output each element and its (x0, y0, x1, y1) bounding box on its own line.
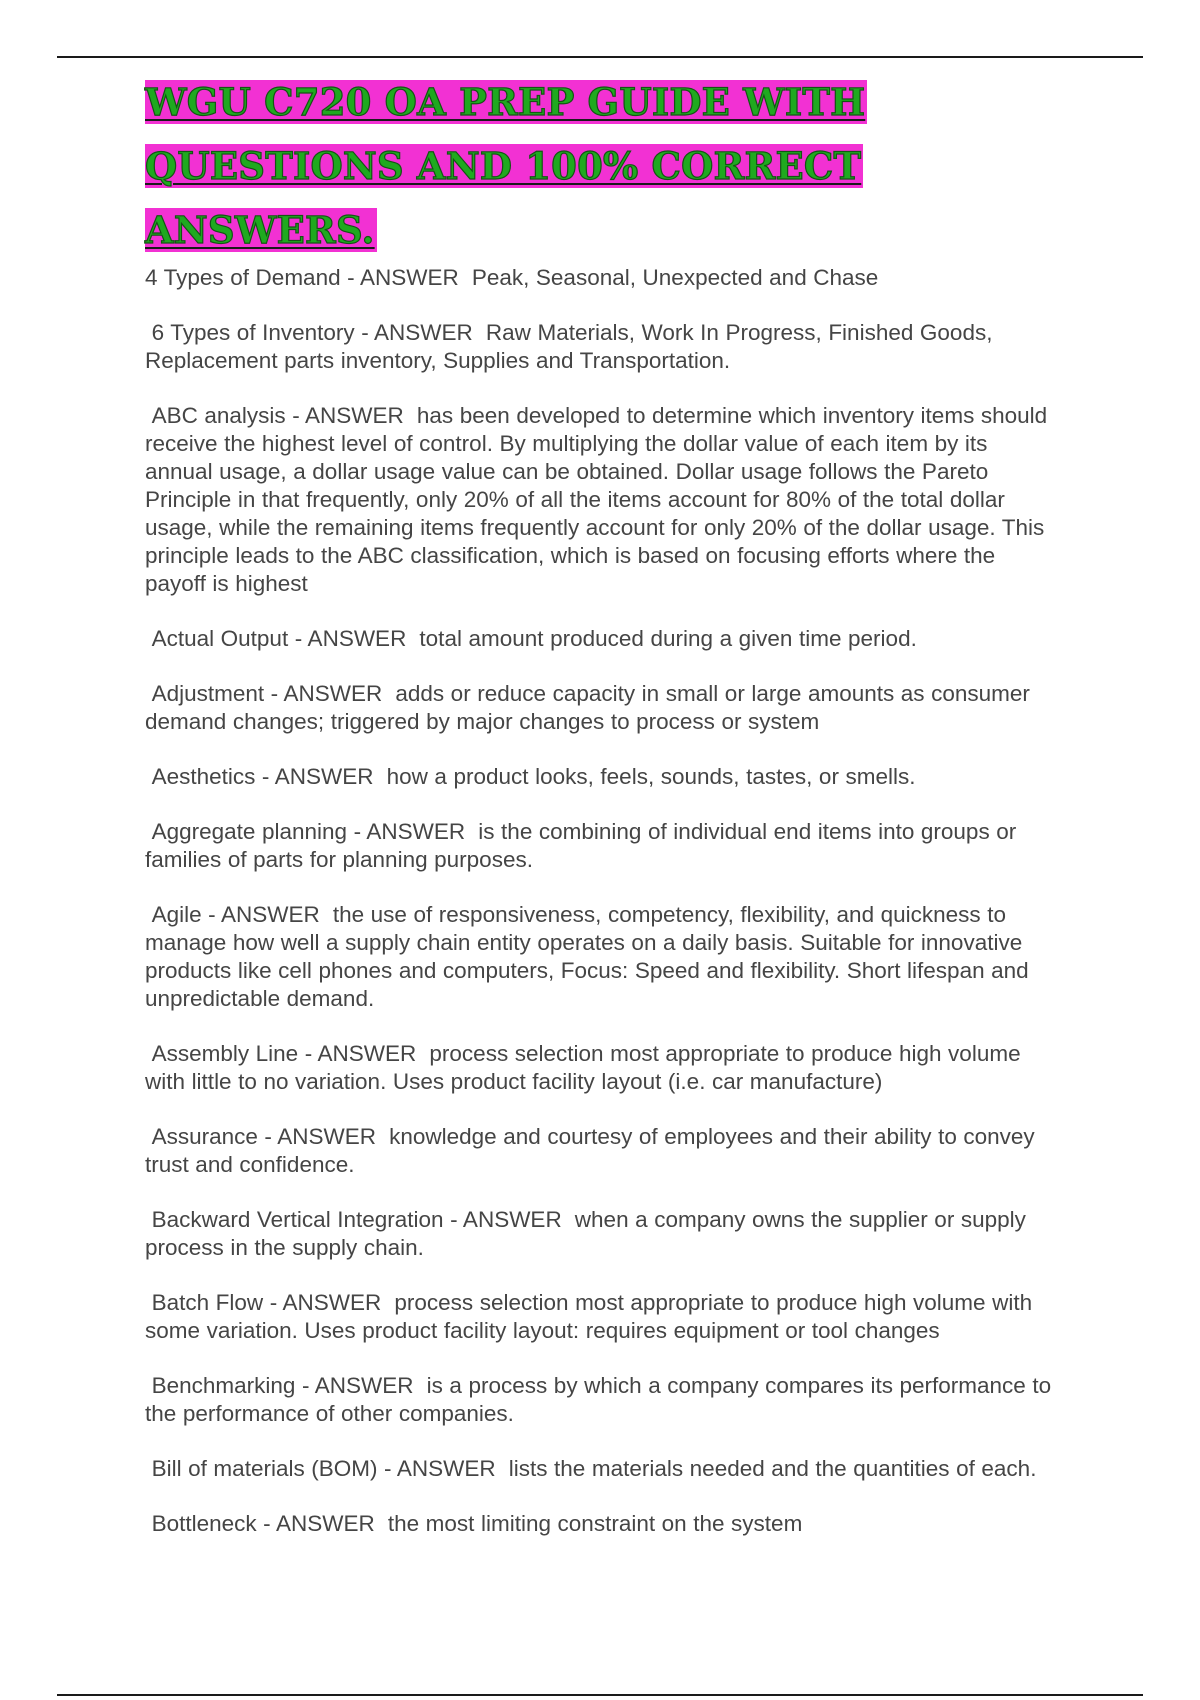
entry-separator: - ANSWER (298, 1041, 430, 1066)
list-item (145, 901, 1060, 1013)
entry-answer: Peak, Seasonal, Unexpected and Chase (471, 265, 879, 290)
entry-separator: - ANSWER (264, 681, 396, 706)
entry-separator: - ANSWER (340, 265, 472, 290)
entry-answer: the most limiting constraint on the system (387, 1511, 803, 1536)
entry-answer: total amount produced during a given time period. (419, 626, 917, 651)
entry-separator: - ANSWER (295, 1373, 427, 1398)
entry-separator: - ANSWER (201, 902, 333, 927)
entry-separator: - ANSWER (347, 819, 479, 844)
entry-term: Aggregate planning (151, 819, 348, 844)
entry-answer: is a process by which a company compares its performance to the performance of other companies. (145, 1373, 1058, 1426)
entry-answer: adds or reduce capacity in small or large amounts as consumer demand changes; triggered by major changes to process or system (145, 681, 1037, 734)
document-title-text: WGU C720 OA PREP GUIDE WITH QUESTIONS AND 100% CORRECT ANSWERS. (145, 80, 866, 252)
list-item (145, 625, 1060, 653)
entry-separator: - ANSWER (263, 1290, 395, 1315)
entry-term: ABC analysis (151, 403, 286, 428)
entry-answer: when a company owns the supplier or supply process in the supply chain. (145, 1207, 1033, 1260)
entry-answer: knowledge and courtesy of employees and their ability to convey trust and confidence. (145, 1124, 1042, 1177)
document-body (145, 70, 1060, 1565)
list-item (145, 1510, 1060, 1538)
list-item (145, 1455, 1060, 1483)
entry-answer: Raw Materials, Work In Progress, Finished Goods, Replacement parts inventory, Supplies and Transportation. (145, 320, 1000, 373)
list-item (145, 264, 1060, 292)
list-item (145, 1123, 1060, 1179)
entry-separator: - ANSWER (285, 403, 417, 428)
list-item (145, 1289, 1060, 1345)
entry-separator: - ANSWER (255, 764, 387, 789)
entry-term: Backward Vertical Integration (151, 1207, 444, 1232)
entry-answer: has been developed to determine which inventory items should receive the highest level of control. By multiplying the dollar value of each item by its annual usage, a dollar usage value can be obtained. Dollar usage follows the Pareto Principle in that frequently, only 20% of all the items account for 80% of the total dollar usage, while the remaining items frequently account for only 20% of the dollar usage. This principle leads to the ABC classification, which is based on focusing efforts where the payoff is highest (145, 403, 1054, 596)
entry-answer: the use of responsiveness, competency, flexibility, and quickness to manage how well a supply chain entity operates on a daily basis. Suitable for innovative products like cell phones and computers, Focus: Speed and flexibility. Short lifespan and unpredictable demand. (145, 902, 1036, 1011)
entry-separator: - ANSWER (257, 1124, 390, 1149)
list-item (145, 319, 1060, 375)
entry-term: 6 Types of Inventory (151, 320, 355, 345)
entry-separator: - ANSWER (256, 1511, 388, 1536)
entry-term: Adjustment (151, 681, 265, 706)
entry-list (145, 264, 1060, 1538)
entry-separator: - ANSWER (443, 1207, 575, 1232)
list-item (145, 818, 1060, 874)
entry-term: Aesthetics (151, 764, 256, 789)
entry-term: Bill of materials (BOM) (151, 1456, 378, 1481)
entry-separator: - ANSWER (288, 626, 420, 651)
entry-term: Benchmarking (151, 1373, 296, 1398)
entry-term: Batch Flow (151, 1290, 264, 1315)
list-item (145, 763, 1060, 791)
entry-term: Actual Output (151, 626, 289, 651)
entry-term: Assembly Line (151, 1041, 299, 1066)
top-rule (57, 56, 1143, 58)
entry-separator: - ANSWER (354, 320, 486, 345)
entry-answer: lists the materials needed and the quantities of each. (508, 1456, 1037, 1481)
entry-answer: is the combining of individual end items into groups or families of parts for planning purposes. (145, 819, 1023, 872)
list-item (145, 680, 1060, 736)
bottom-rule (57, 1694, 1143, 1696)
list-item (145, 1372, 1060, 1428)
list-item (145, 1040, 1060, 1096)
entry-answer: how a product looks, feels, sounds, tastes, or smells. (386, 764, 916, 789)
entry-term: Assurance (151, 1124, 258, 1149)
document-title (145, 70, 1060, 262)
list-item (145, 402, 1060, 598)
entry-term: Bottleneck (151, 1511, 257, 1536)
entry-separator: - ANSWER (377, 1456, 509, 1481)
entry-answer: process selection most appropriate to produce high volume with little to no variation. Uses product facility layout (i.e. car manufacture) (145, 1041, 1028, 1094)
entry-term: Agile (151, 902, 202, 927)
entry-answer: process selection most appropriate to produce high volume with some variation. Uses product facility layout: requires equipment or tool changes (145, 1290, 1039, 1343)
entry-term: 4 Types of Demand (145, 265, 341, 290)
list-item (145, 1206, 1060, 1262)
